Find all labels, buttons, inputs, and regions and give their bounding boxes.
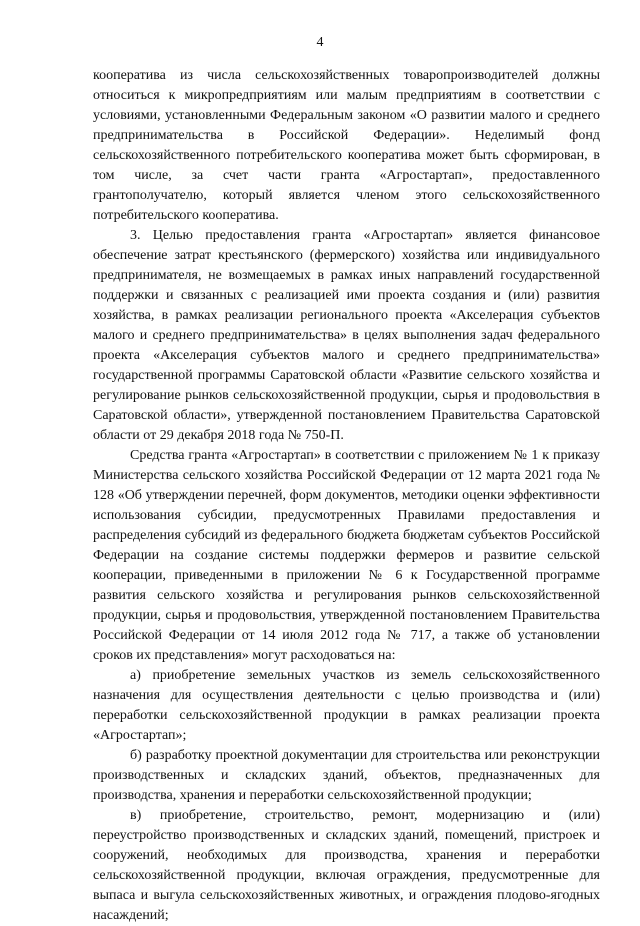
list-item-c: в) приобретение, строительство, ремонт, модернизацию и (или) переустройство производственных и складских зданий, помещений, пристроек и сооружений, необходимых для производства, хранения и переработки сельскохозяйственной продукции, включая ограждения, предусмотренные для выпаса и выгула сельскохозяйственных животных, и ограждения плодово-ягодных насаждений; <box>93 808 600 923</box>
page-number: 4 <box>316 35 324 50</box>
paragraph-grant-purpose: 3. Целью предоставления гранта «Агростартап» является финансовое обеспечение затрат крестьянского (фермерского) хозяйства или индивидуального предпринимателя, не возмещаемых в рамках иных направлений государственной поддержки и связанных с реализацией ими проекта создания и (или) развития хозяйства, в рамках реализации регионального проекта «Акселерация субъектов малого и среднего предпринимательства» в целях выполнения задач федерального проекта «Акселерация субъектов малого и среднего предпринимательства» государственной программы Саратовской области «Развитие сельского хозяйства и регулирование рынков сельскохозяйственной продукции, сырья и продовольствия в Саратовской области», утвержденной постановлением Правительства Саратовской области от 29 декабря 2018 года № 750-П. <box>93 228 600 443</box>
paragraph-continuation: кооператива из числа сельскохозяйственных товаропроизводителей должны относиться к микропредприятиям или малым предприятиям в соответствии с условиями, установленными Федеральным законом «О развитии малого и среднего предпринимательства в Российской Федерации». Неделимый фонд сельскохозяйственного потребительского кооператива может быть сформирован, в том числе, за счет части гранта «Агростартап», предоставленного грантополучателю, который является членом этого сельскохозяйственного потребительского кооператива. <box>93 68 600 223</box>
document-body <box>93 66 600 926</box>
list-item-b: б) разработку проектной документации для строительства или реконструкции производственных и складских зданий, объектов, предназначенных для производства, хранения и переработки сельскохозяйственной продукции; <box>93 748 600 803</box>
paragraph-grant-usage: Средства гранта «Агростартап» в соответствии с приложением № 1 к приказу Министерства сельского хозяйства Российской Федерации от 12 марта 2021 года № 128 «Об утверждении перечней, форм документов, методики оценки эффективности использования субсидии, предусмотренных Правилами предоставления и распределения субсидий из федерального бюджета бюджетам субъектов Российской Федерации на создание системы поддержки фермеров и развитие сельской кооперации, приведенными в приложении № 6 к Государственной программе развития сельского хозяйства и регулирования рынков сельскохозяйственной продукции, сырья и продовольствия, утвержденной постановлением Правительства Российской Федерации от 14 июля 2012 года № 717, а также об установлении сроков их представления» могут расходоваться на: <box>93 448 600 663</box>
list-item-a: а) приобретение земельных участков из земель сельскохозяйственного назначения для осуществления деятельности с целью производства и (или) переработки сельскохозяйственной продукции в рамках реализации проекта «Агростартап»; <box>93 668 600 743</box>
